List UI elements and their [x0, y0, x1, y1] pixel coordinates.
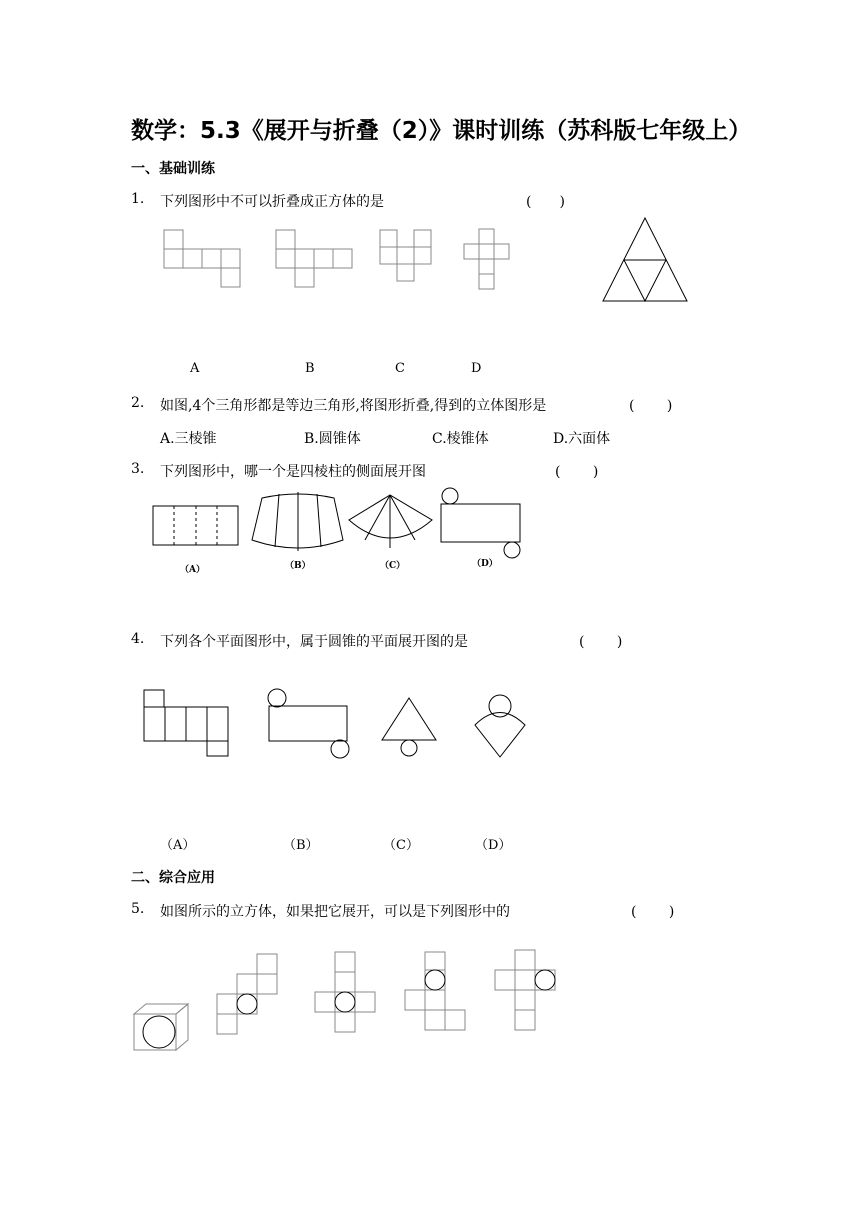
q3-answer-paren: ( ): [555, 464, 599, 480]
q1-answer-paren: ( ): [526, 194, 565, 210]
section-heading-basic: 一、基础训练: [131, 161, 215, 177]
q1-option-b: B: [305, 361, 315, 376]
q4-text: 下列各个平面图形中，属于圆锥的平面展开图的是: [160, 634, 468, 650]
q2-option-a: A.三棱锥: [160, 431, 217, 447]
q3-option-a: （A）: [180, 565, 205, 575]
q3-option-c: （C）: [380, 561, 406, 571]
q2-number: 2.: [131, 395, 145, 411]
q1-text: 下列图形中不可以折叠成正方体的是: [160, 194, 384, 210]
q3-net-a: [153, 506, 238, 545]
q2-option-c: C.棱锥体: [432, 431, 489, 447]
q2-option-d: D.六面体: [553, 431, 611, 447]
q4-net-a: [144, 690, 228, 756]
q5-net-1: [217, 954, 277, 1034]
q5-cube: [134, 1004, 188, 1050]
q3-option-b: （B）: [285, 561, 311, 571]
q5-number: 5.: [131, 901, 145, 917]
q4-net-b: [268, 689, 349, 758]
q1-net-b: [276, 230, 352, 287]
q3-net-c: [349, 495, 432, 548]
q1-option-c: C: [395, 361, 405, 376]
q3-text: 下列图形中，哪一个是四棱柱的侧面展开图: [160, 464, 426, 480]
q5-answer-paren: ( ): [631, 904, 675, 920]
q1-number: 1.: [131, 191, 145, 207]
q5-text: 如图所示的立方体，如果把它展开，可以是下列图形中的: [160, 904, 510, 920]
q5-net-3: [405, 952, 465, 1030]
page-title: 数学：5.3《展开与折叠（2）》课时训练（苏科版七年级上）: [131, 118, 752, 144]
q4-net-c: [382, 698, 436, 756]
q2-option-b: B.圆锥体: [304, 431, 361, 447]
q4-option-b: （B）: [283, 838, 319, 853]
q4-option-a: （A）: [160, 838, 196, 853]
q1-option-a: A: [190, 361, 200, 376]
q5-net-2: [315, 952, 375, 1032]
q2-answer-paren: ( ): [629, 398, 673, 414]
q3-option-d: （D）: [472, 559, 498, 569]
q4-number: 4.: [131, 631, 145, 647]
q4-answer-paren: ( ): [579, 634, 623, 650]
q1-net-a: [164, 230, 240, 287]
q1-option-d: D: [471, 361, 482, 376]
q4-option-c: （C）: [383, 838, 419, 853]
q4-option-d: （D）: [475, 838, 512, 853]
section-heading-applied: 二、综合应用: [131, 870, 215, 886]
q3-net-b: [252, 492, 343, 551]
q4-net-d: [475, 695, 525, 757]
q1-net-d: [464, 229, 509, 289]
q5-net-4: [495, 950, 555, 1030]
q1-net-c: [380, 230, 431, 281]
q2-text: 如图,4个三角形都是等边三角形,将图形折叠,得到的立体图形是: [160, 398, 547, 414]
q2-triangle-net: [603, 218, 687, 301]
q3-net-d: [441, 488, 520, 558]
q3-number: 3.: [131, 461, 145, 477]
